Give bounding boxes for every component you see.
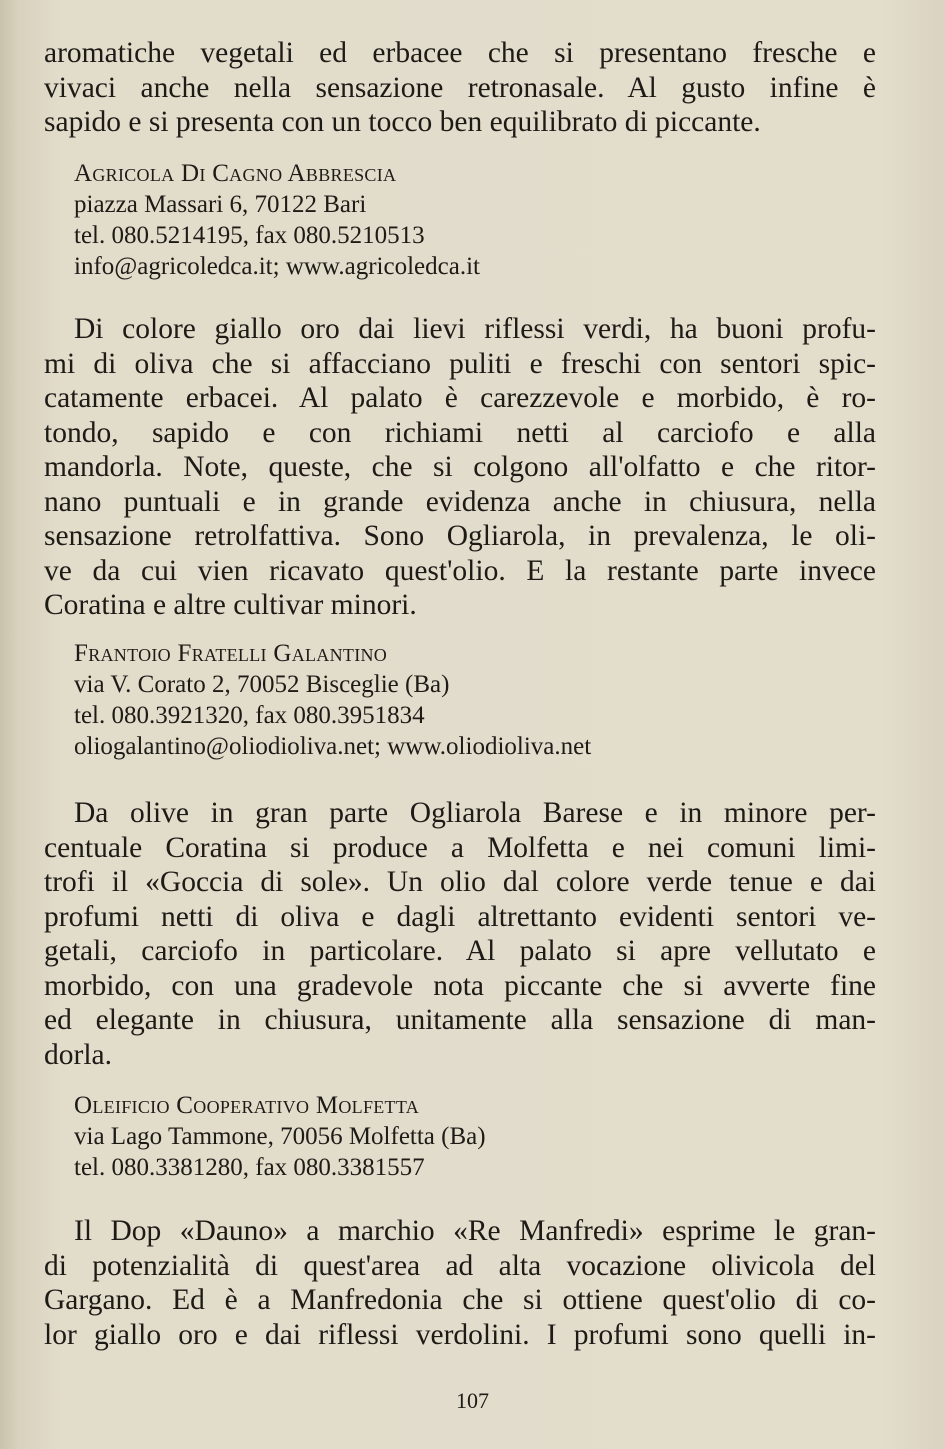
producer-contact-2 (74, 638, 591, 762)
producer-web: oliogalantino@oliodioliva.net; www.oliodioliva.net (74, 733, 592, 760)
text-line: nano puntuali e in grande evidenza anche in chiusura, nella (44, 485, 876, 518)
text-line: mi di oliva che si affacciano puliti e freschi con sentori spic- (44, 347, 876, 380)
text-line: Di colore giallo oro dai lievi riflessi verdi, ha buoni profu- (74, 313, 876, 345)
description-paragraph-1 (44, 312, 876, 623)
text-line: sensazione retrolfattiva. Sono Ogliarola, in prevalenza, le oli- (44, 520, 876, 552)
producer-phone: tel. 080.3381280, fax 080.3381557 (74, 1154, 425, 1181)
description-paragraph-3 (44, 1214, 876, 1352)
text-line: Da olive in gran parte Ogliarola Barese e in minore per- (74, 797, 876, 829)
text-line: trofi il «Goccia di sole». Un olio dal colore verde tenue e dai (44, 866, 876, 898)
producer-name: Frantoio Fratelli Galantino (74, 640, 388, 667)
page-number: 107 (456, 1388, 489, 1413)
text-line: ve da cui vien ricavato quest'olio. E la restante parte invece (44, 554, 876, 587)
producer-name: Agricola Di Cagno Abbrescia (74, 160, 397, 187)
text-line: Coratina e altre cultivar minori. (44, 589, 417, 621)
text-line: sapido e si presenta con un tocco ben equilibrato di piccante. (44, 106, 761, 138)
producer-address: piazza Massari 6, 70122 Bari (74, 191, 367, 218)
text-line: lor giallo oro e dai riflessi verdolini. I profumi sono quelli in- (44, 1318, 876, 1351)
text-line: dorla. (44, 1038, 112, 1071)
producer-phone: tel. 080.3921320, fax 080.3951834 (74, 702, 425, 729)
producer-contact-1 (74, 158, 480, 282)
text-line: Gargano. Ed è a Manfredonia che si ottiene quest'olio di co- (44, 1284, 876, 1316)
text-line: getali, carciofo in particolare. Al palato si apre vellutato e (44, 935, 876, 967)
producer-web: info@agricoledca.it; www.agricoledca.it (74, 253, 480, 280)
producer-name: Oleificio Cooperativo Molfetta (74, 1092, 419, 1119)
text-line: mandorla. Note, queste, che si colgono all'olfatto e che ritor- (44, 451, 876, 483)
text-line: Il Dop «Dauno» a marchio «Re Manfredi» esprime le gran- (74, 1215, 876, 1247)
text-line: vivaci anche nella sensazione retronasale. Al gusto infine è (44, 71, 876, 104)
text-line: catamente erbacei. Al palato è carezzevole e morbido, è ro- (44, 382, 876, 414)
description-paragraph-2 (44, 796, 876, 1072)
text-line: profumi netti di oliva e dagli altrettanto evidenti sentori ve- (44, 900, 876, 933)
text-line: centuale Coratina si produce a Molfetta e nei comuni limi- (44, 831, 876, 864)
producer-phone: tel. 080.5214195, fax 080.5210513 (74, 222, 425, 249)
text-line: ed elegante in chiusura, unitamente alla sensazione di man- (44, 1004, 876, 1036)
producer-address: via Lago Tammone, 70056 Molfetta (Ba) (74, 1123, 486, 1150)
text-line: morbido, con una gradevole nota piccante che si avverte fine (44, 969, 876, 1002)
producer-address: via V. Corato 2, 70052 Bisceglie (Ba) (74, 671, 450, 698)
text-line: di potenzialità di quest'area ad alta vocazione olivicola del (44, 1249, 876, 1282)
text-line: tondo, sapido e con richiami netti al carciofo e alla (44, 416, 876, 449)
continuation-paragraph (44, 36, 876, 140)
text-line: aromatiche vegetali ed erbacee che si presentano fresche e (44, 37, 876, 69)
producer-contact-3 (74, 1090, 486, 1183)
